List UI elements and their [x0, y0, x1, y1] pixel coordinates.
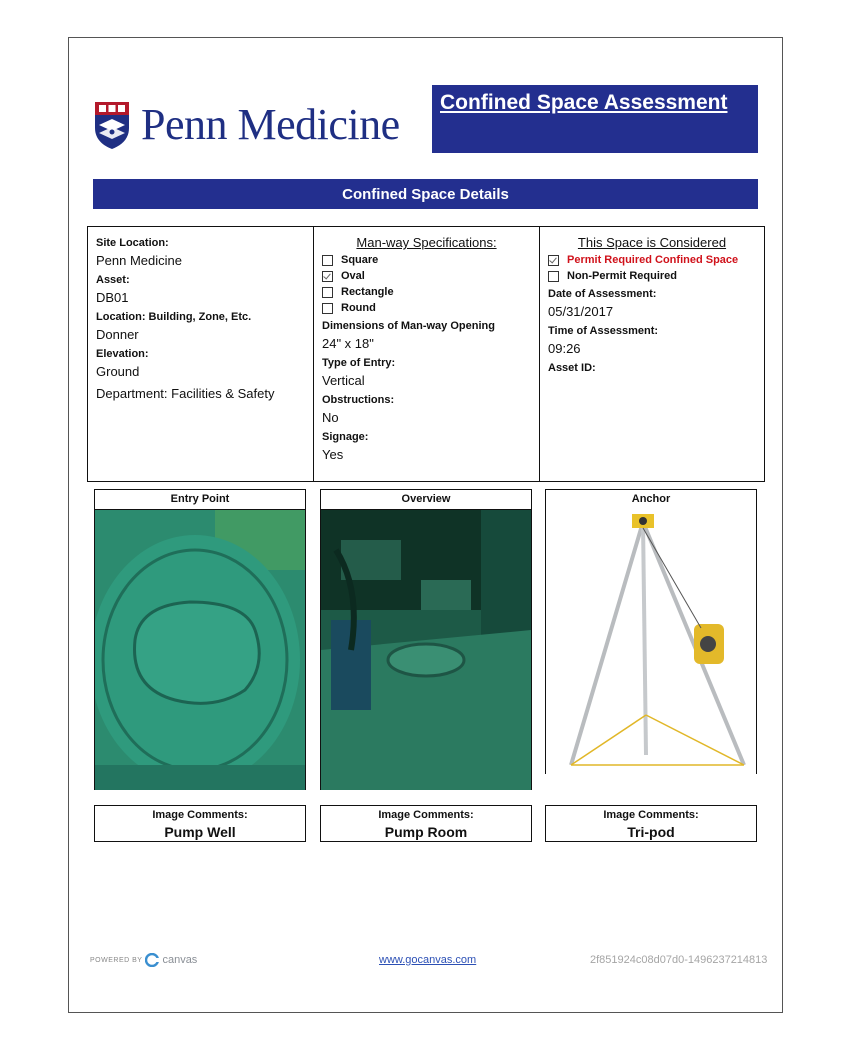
photo-overview [320, 489, 532, 790]
comment-box-overview [320, 805, 532, 842]
asset-label: Asset: [96, 274, 130, 286]
permit-required-option [548, 254, 756, 267]
manway-option-square [322, 254, 531, 267]
manway-column [314, 227, 540, 481]
option-label: Rectangle [341, 286, 394, 298]
checkbox[interactable] [322, 287, 333, 298]
site-info-column [88, 227, 314, 481]
manhole-photo[interactable] [95, 510, 305, 790]
non-permit-option [548, 270, 756, 283]
signage-value: Yes [322, 447, 344, 462]
obstructions-label: Obstructions: [322, 394, 395, 406]
tripod-photo[interactable] [546, 510, 756, 774]
date-label: Date of Assessment: [548, 288, 657, 300]
space-heading: This Space is Considered [577, 235, 727, 250]
comment-value: Tri-pod [627, 824, 675, 840]
obstructions-value: No [322, 410, 339, 425]
page-title: Confined Space Assessment [440, 91, 728, 114]
location-value: Donner [96, 327, 139, 342]
elevation-value: Ground [96, 364, 140, 379]
time-value: 09:26 [548, 341, 581, 356]
entry-type-label: Type of Entry: [322, 357, 396, 369]
pump-room-photo[interactable] [321, 510, 531, 790]
location-label: Location: Building, Zone, Etc. [96, 311, 252, 323]
option-label: Square [341, 254, 379, 266]
section-title-bar: Confined Space Details [93, 179, 758, 209]
time-label: Time of Assessment: [548, 325, 659, 337]
photo-title: Anchor [631, 493, 671, 505]
date-value: 05/31/2017 [548, 304, 614, 319]
department-value: Department: Facilities & Safety [96, 386, 275, 401]
comment-box-anchor [545, 805, 757, 842]
option-label: Permit Required Confined Space [567, 254, 739, 266]
site-location-label: Site Location: [96, 237, 169, 249]
submission-id: 2f851924c08d07d0-1496237214813 [590, 954, 768, 966]
comment-value: Pump Well [164, 824, 236, 840]
powered-by-text: POWERED BY [90, 956, 143, 964]
checkbox[interactable] [322, 303, 333, 314]
photo-anchor [545, 489, 757, 774]
photo-title: Overview [321, 490, 531, 510]
photo-title: Entry Point [95, 490, 305, 510]
manway-option-oval [322, 270, 531, 283]
canvas-logo-icon [145, 953, 159, 967]
comment-label: Image Comments: [603, 809, 699, 821]
entry-type-value: Vertical [322, 373, 365, 388]
gocanvas-link[interactable]: www.gocanvas.com [379, 954, 477, 966]
comment-label: Image Comments: [378, 809, 474, 821]
comment-value: Pump Room [384, 824, 468, 840]
option-label: Oval [341, 270, 365, 282]
canvas-brand-text: canvas [162, 954, 198, 966]
comment-label: Image Comments: [152, 809, 248, 821]
dimensions-value: 24" x 18" [322, 336, 374, 351]
checkbox[interactable] [322, 255, 333, 266]
asset-id-label: Asset ID: [548, 362, 596, 374]
details-table [87, 226, 765, 482]
checkbox[interactable] [548, 271, 559, 282]
option-label: Round [341, 302, 376, 314]
asset-value: DB01 [96, 290, 129, 305]
checkbox-checked[interactable] [548, 255, 559, 266]
photo-entry-point [94, 489, 306, 790]
comment-box-entry-point [94, 805, 306, 842]
signage-label: Signage: [322, 431, 369, 443]
option-label: Non-Permit Required [567, 270, 678, 282]
manway-option-round [322, 302, 531, 315]
powered-by-logo [90, 953, 197, 967]
title-banner [432, 85, 758, 153]
manway-heading: Man-way Specifications: [356, 235, 497, 250]
dimensions-label: Dimensions of Man-way Opening [322, 320, 495, 332]
space-classification-column [540, 227, 764, 481]
elevation-label: Elevation: [96, 348, 149, 360]
manway-option-rectangle [322, 286, 531, 299]
penn-medicine-logo [93, 100, 400, 150]
checkbox-checked[interactable] [322, 271, 333, 282]
logo-wordmark: Penn Medicine [141, 100, 400, 149]
site-location-value: Penn Medicine [96, 253, 182, 268]
penn-shield-icon [93, 100, 131, 150]
